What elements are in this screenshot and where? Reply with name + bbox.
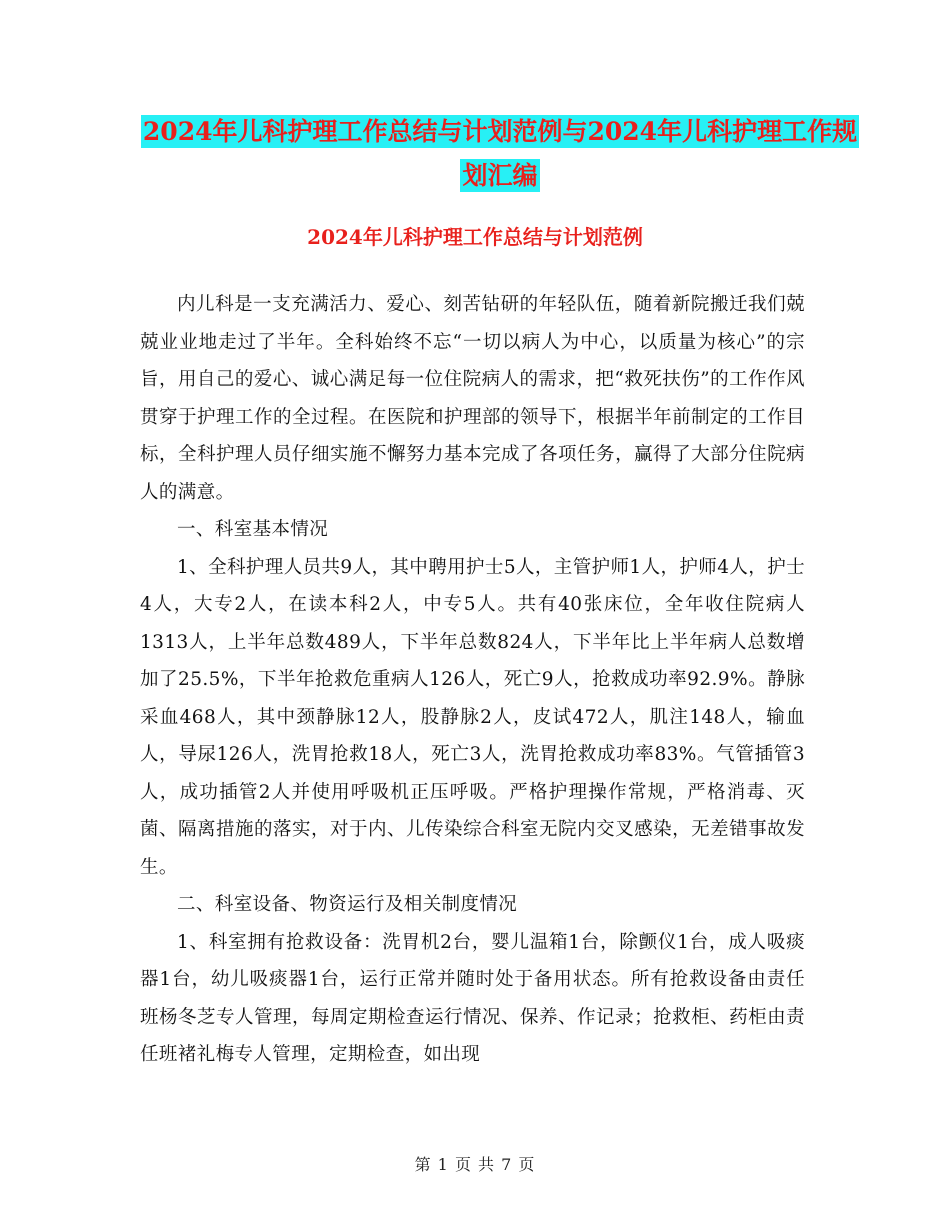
paragraph-equipment: 1、科室拥有抢救设备：洗胃机2台，婴儿温箱1台，除颤仪1台，成人吸痰器1台，幼儿吸痰器1台，运行正常并随时处于备用状态。所有抢救设备由责任班杨冬芝专人管理，每周定期检查运行情况、保养、作记录；抢救柜、药柜由责任班褚礼梅专人管理，定期检查，如出现 (140, 931, 805, 1065)
heading-equipment: 二、科室设备、物资运行及相关制度情况 (177, 894, 518, 915)
page-number-footer: 第 1 页 共 7 页 (414, 1155, 536, 1174)
heading-basic-situation: 一、科室基本情况 (177, 519, 329, 540)
paragraph-staff-stats: 1、全科护理人员共9人，其中聘用护士5人，主管护师1人，护师4人，护士4人，大专2人，在读本科2人，中专5人。共有40张床位，全年收住院病人1313人，上半年总数489人，下半年总数824人，下半年比上半年病人总数增加了25.5%，下半年抢救危重病人126人，死亡9人，抢救成功率92.9%。静脉采血468人，其中颈静脉12人，股静脉2人，皮试472人，肌注148人，输血 人，导尿126人，洗胃抢救18人，死亡3人，洗胃抢救成功率83%。气管插管3人，成功插管2人并使用呼吸机正压呼吸。严格护理操作常规，严格消毒、灭菌、隔离措施的落实，对于内、儿传染综合科室无院内交叉感染，无差错事故发生。 (140, 556, 805, 878)
document-title-text: 2024年儿科护理工作总结与计划范例与2024年儿科护理工作规划汇编 (142, 117, 858, 190)
document-body (140, 286, 805, 1074)
document-title (140, 110, 860, 198)
section-title: 2024年儿科护理工作总结与计划范例 (307, 225, 643, 249)
paragraph-intro: 内儿科是一支充满活力、爱心、刻苦钻研的年轻队伍，随着新院搬迁我们兢兢业业地走过了半年。全科始终不忘“一切以病人为中心，以质量为核心”的宗旨，用自己的爱心、诚心满足每一位住院病人的需求，把“救死扶伤”的工作作风贯穿于护理工作的全过程。在医院和护理部的领导下，根据半年前制定的工作目标，全科护理人员仔细实施不懈努力基本完成了各项任务，赢得了大部分住院病人的满意。 (140, 294, 805, 503)
